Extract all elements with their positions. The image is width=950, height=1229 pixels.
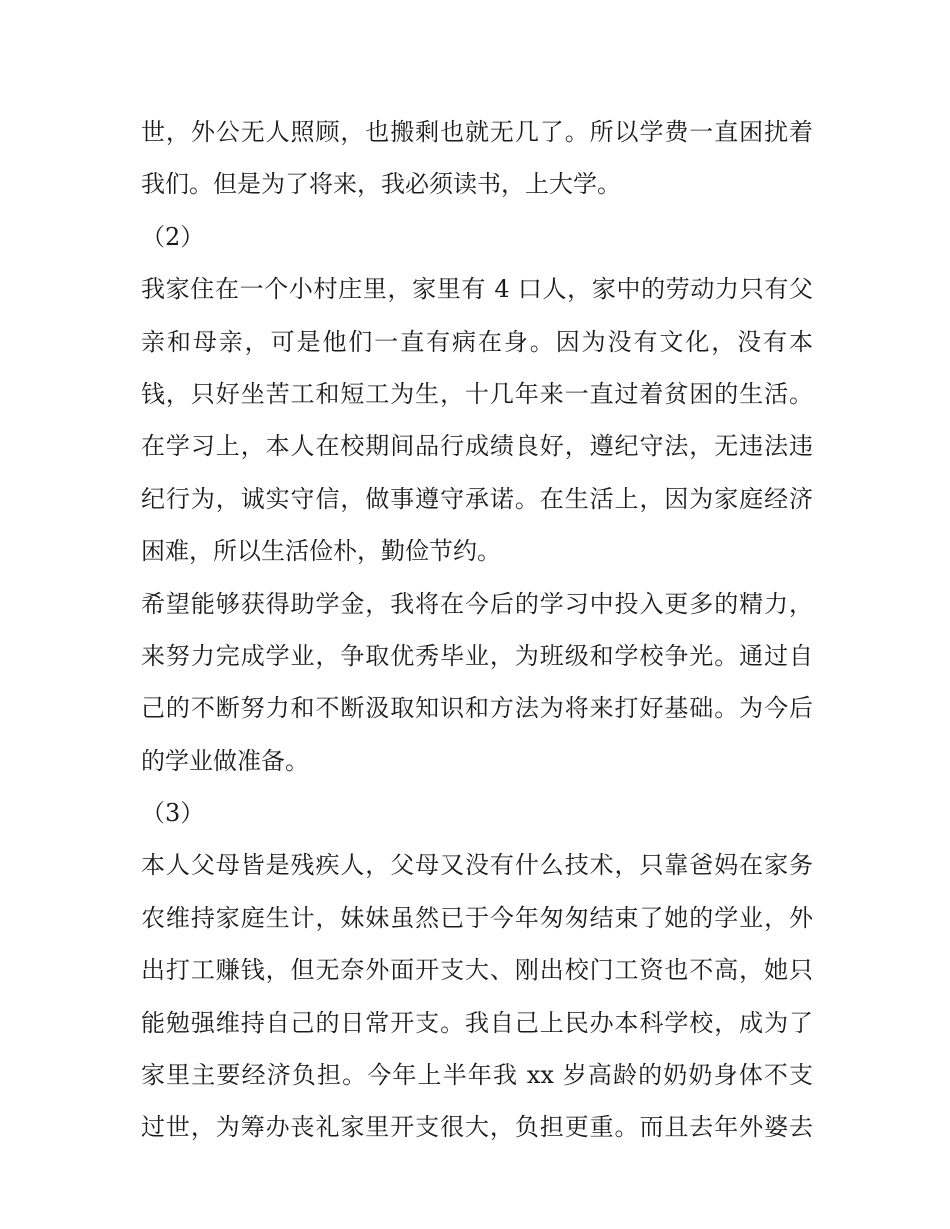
document-body bbox=[141, 106, 813, 1154]
text-line: 纪行为，诚实守信，做事遵守承诺。在生活上，因为家庭经济 bbox=[141, 484, 813, 513]
text-line: 在学习上，本人在校期间品行成绩良好，遵纪守法，无违法违 bbox=[141, 432, 813, 461]
text-line: 出打工赚钱，但无奈外面开支大、刚出校门工资也不高，她只 bbox=[141, 956, 813, 985]
text-line: 本人父母皆是残疾人，父母又没有什么技术，只靠爸妈在家务 bbox=[141, 851, 813, 880]
text-line: 家里主要经济负担。今年上半年我 xx 岁高龄的奶奶身体不支 bbox=[141, 1061, 813, 1090]
text-line: 己的不断努力和不断汲取知识和方法为将来打好基础。为今后 bbox=[141, 694, 813, 723]
text-line: 的学业做准备。 bbox=[141, 746, 309, 775]
text-line: 钱，只好坐苦工和短工为生，十几年来一直过着贫困的生活。 bbox=[141, 379, 813, 408]
text-line: 我家住在一个小村庄里，家里有 4 口人，家中的劳动力只有父 bbox=[141, 275, 813, 304]
text-line: 希望能够获得助学金，我将在今后的学习中投入更多的精力， bbox=[141, 589, 813, 618]
text-line: 世，外公无人照顾，也搬剩也就无几了。所以学费一直困扰着 bbox=[141, 118, 813, 146]
text-line: 能勉强维持自己的日常开支。我自己上民办本科学校，成为了 bbox=[141, 1008, 813, 1037]
text-line: 亲和母亲，可是他们一直有病在身。因为没有文化，没有本 bbox=[141, 327, 813, 356]
text-line: 我们。但是为了将来，我必须读书，上大学。 bbox=[141, 170, 621, 199]
section-number: （2） bbox=[141, 222, 205, 251]
text-line: 困难，所以生活俭朴，勤俭节约。 bbox=[141, 537, 501, 566]
text-line: 来努力完成学业，争取优秀毕业，为班级和学校争光。通过自 bbox=[141, 641, 813, 670]
text-line: 农维持家庭生计，妹妹虽然已于今年匆匆结束了她的学业，外 bbox=[141, 903, 813, 932]
text-line: 过世，为筹办丧礼家里开支很大，负担更重。而且去年外婆去 bbox=[141, 1113, 813, 1142]
section-number: （3） bbox=[141, 799, 205, 828]
